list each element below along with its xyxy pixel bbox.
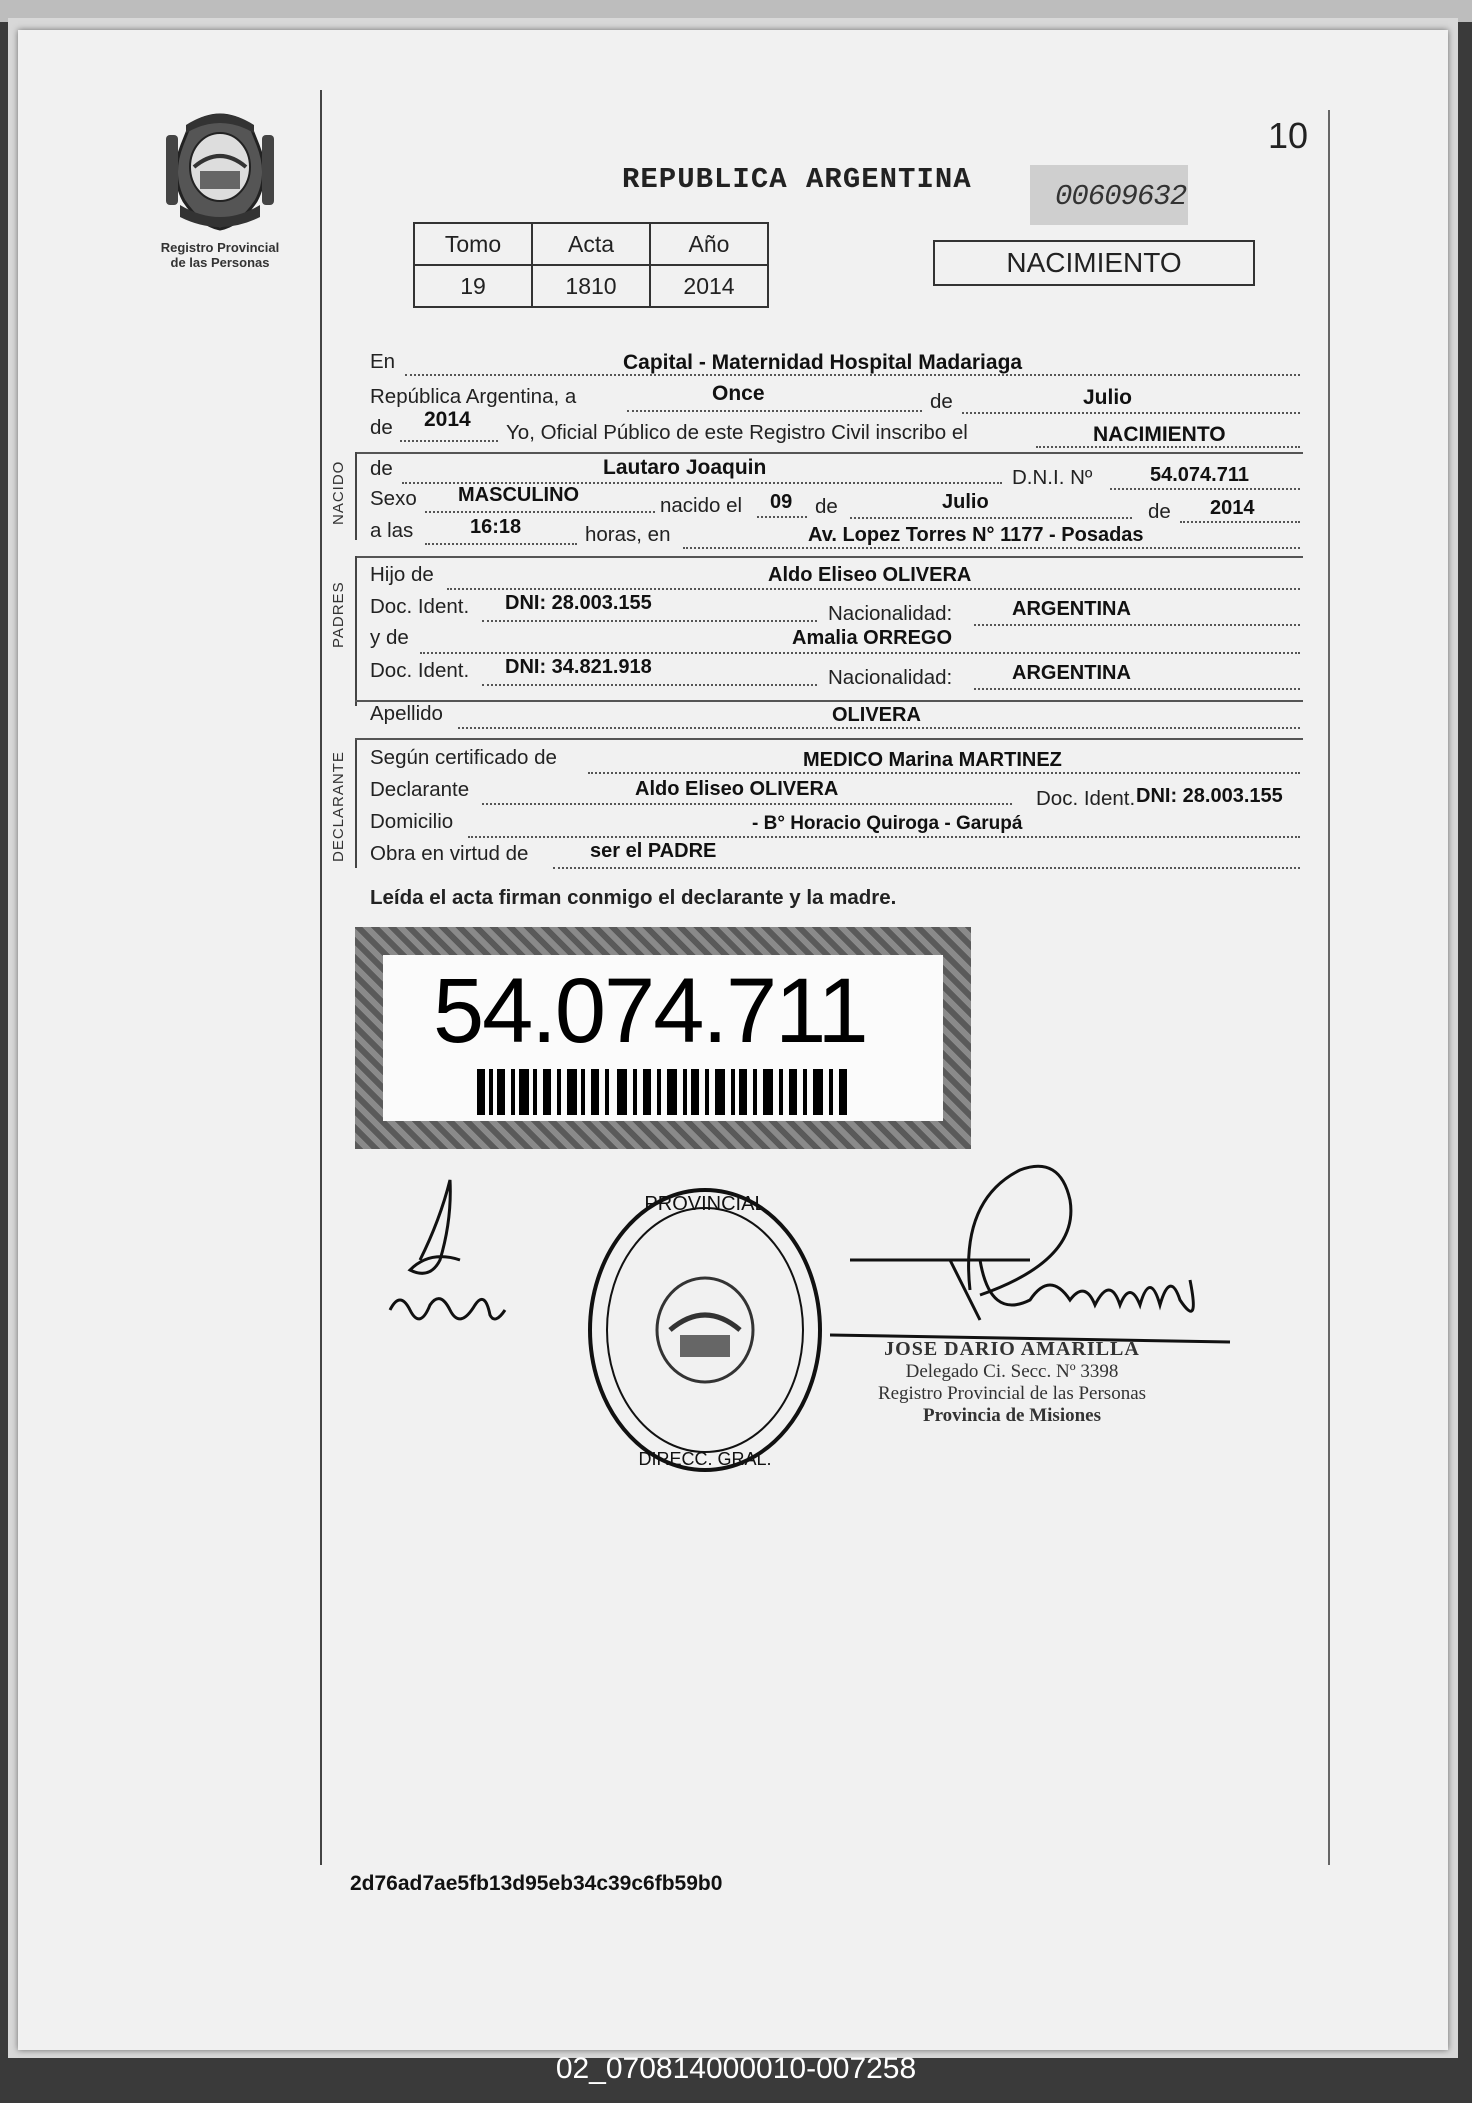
father-nat-value: ARGENTINA xyxy=(1012,598,1131,620)
dots-domicilio xyxy=(468,836,1300,838)
child-dni-value: 54.074.711 xyxy=(1150,464,1249,486)
officer-block xyxy=(862,1338,1162,1427)
label-domicilio: Domicilio xyxy=(370,810,454,833)
label-de-month: de xyxy=(930,390,953,413)
section-label-nacido: NACIDO xyxy=(330,460,347,525)
dots-birth-day xyxy=(757,516,807,518)
month-value: Julio xyxy=(1083,386,1133,409)
label-hijo-de: Hijo de xyxy=(370,563,434,586)
dots-cert xyxy=(588,772,1300,774)
label-de-2: de xyxy=(815,495,838,518)
label-horas-en: horas, en xyxy=(585,523,671,546)
svg-text:DIRECC. GRAL.: DIRECC. GRAL. xyxy=(638,1449,772,1469)
surname-value: OLIVERA xyxy=(832,704,921,726)
closing-text: Leída el acta firman conmigo el declarante y la madre. xyxy=(370,886,897,909)
dots-declarante xyxy=(482,803,1012,805)
label-a-las: a las xyxy=(370,519,414,542)
logo-caption-line1: Registro Provincial xyxy=(160,240,280,255)
label-declarante: Declarante xyxy=(370,778,470,801)
obra-value: ser el PADRE xyxy=(590,840,717,862)
birth-year-value: 2014 xyxy=(1210,497,1255,519)
dots-time xyxy=(425,543,577,545)
label-nacido-el: nacido el xyxy=(660,494,743,517)
province-seal-icon xyxy=(160,105,280,235)
document-hash: 2d76ad7ae5fb13d95eb34c39c6fb59b0 xyxy=(350,1872,723,1895)
record-reference-table xyxy=(413,222,769,308)
label-de-name: de xyxy=(370,457,393,480)
label-nacionalidad-father: Nacionalidad: xyxy=(828,602,953,625)
label-segun-certificado: Según certificado de xyxy=(370,746,557,769)
oficial-text: Yo, Oficial Público de este Registro Civil inscribo el xyxy=(506,421,968,444)
dots-birth-month xyxy=(850,517,1132,519)
dni-sticker xyxy=(355,927,971,1149)
label-dni: D.N.I. Nº xyxy=(1012,466,1093,489)
label-doc-ident-mother: Doc. Ident. xyxy=(370,659,470,682)
scan-footer-id: 02_070814000010-007258 xyxy=(555,2052,917,2085)
label-sexo: Sexo xyxy=(370,487,417,510)
dots-mother-doc xyxy=(482,684,817,686)
dots-father-nat xyxy=(974,624,1300,626)
birth-day-value: 09 xyxy=(770,491,793,513)
sticker-number: 54.074.711 xyxy=(433,960,867,1062)
padres-bar xyxy=(355,556,357,706)
label-de-3: de xyxy=(1148,500,1171,523)
label-republica: República Argentina, a xyxy=(370,385,577,408)
label-apellido: Apellido xyxy=(370,702,443,725)
record-type-box: NACIMIENTO xyxy=(933,240,1255,286)
right-margin-rule xyxy=(1328,110,1330,1865)
section-rule-2 xyxy=(355,556,1303,558)
birth-time-value: 16:18 xyxy=(470,516,522,538)
value-acta: 1810 xyxy=(532,265,650,307)
sticker-inner xyxy=(383,955,943,1121)
nacido-bar xyxy=(355,452,357,540)
officer-title: Delegado Ci. Secc. Nº 3398 xyxy=(905,1361,1119,1382)
dots-dni xyxy=(1110,488,1300,490)
barcode-icon xyxy=(477,1069,847,1115)
header-acta: Acta xyxy=(532,223,650,265)
declarante-value: Aldo Eliseo OLIVERA xyxy=(635,778,839,800)
section-rule-1 xyxy=(355,452,1303,454)
father-doc-value: DNI: 28.003.155 xyxy=(505,592,652,614)
dots-month xyxy=(962,412,1300,414)
officer-name: JOSE DARIO AMARILLA xyxy=(884,1338,1140,1360)
page-number: 10 xyxy=(1268,115,1309,156)
declarante-signature-icon xyxy=(380,1160,540,1340)
header-tomo: Tomo xyxy=(414,223,532,265)
cert-value: MEDICO Marina MARTINEZ xyxy=(803,749,1062,771)
domicilio-value: - B° Horacio Quiroga - Garupá xyxy=(752,813,1023,834)
section-label-declarante: DECLARANTE xyxy=(330,751,347,862)
officer-province: Provincia de Misiones xyxy=(922,1405,1102,1426)
dots-obra xyxy=(553,867,1300,869)
label-de-year: de xyxy=(370,416,393,439)
dots-address xyxy=(683,547,1300,549)
mother-name-value: Amalia ORREGO xyxy=(792,627,953,649)
dots-surname xyxy=(458,727,1300,729)
section-label-padres: PADRES xyxy=(330,581,347,648)
place-value: Capital - Maternidad Hospital Madariaga xyxy=(623,351,1023,374)
svg-text:PROVINCIAL: PROVINCIAL xyxy=(644,1193,766,1215)
label-en: En xyxy=(370,350,396,373)
dots-year xyxy=(400,440,498,442)
mother-nat-value: ARGENTINA xyxy=(1012,662,1131,684)
child-name-value: Lautaro Joaquin xyxy=(603,456,767,479)
serial-number: 00609632 xyxy=(1055,180,1187,213)
dots-sex xyxy=(425,511,655,513)
official-stamp-icon xyxy=(580,1180,840,1480)
header-anio: Año xyxy=(650,223,768,265)
left-margin-rule xyxy=(320,90,322,1865)
section-rule-3 xyxy=(355,700,1303,702)
birth-month-value: Julio xyxy=(942,491,989,513)
label-obra: Obra en virtud de xyxy=(370,842,529,865)
declarante-doc-value: DNI: 28.003.155 xyxy=(1136,785,1283,807)
label-nacionalidad-mother: Nacionalidad: xyxy=(828,666,953,689)
father-name-value: Aldo Eliseo OLIVERA xyxy=(768,564,972,586)
value-tomo: 19 xyxy=(414,265,532,307)
dots-mother-nat xyxy=(974,688,1300,690)
dots-day xyxy=(627,410,922,412)
section-rule-4 xyxy=(355,738,1303,740)
dots-father xyxy=(447,588,1300,590)
year-value: 2014 xyxy=(424,408,471,431)
label-y-de: y de xyxy=(370,626,409,649)
value-anio: 2014 xyxy=(650,265,768,307)
dots-father-doc xyxy=(482,620,817,622)
birth-address-value: Av. Lopez Torres N° 1177 - Posadas xyxy=(808,524,1144,546)
document-title: REPUBLICA ARGENTINA xyxy=(622,163,972,196)
logo-caption-line2: de las Personas xyxy=(170,255,270,270)
registry-logo xyxy=(140,105,300,270)
label-doc-ident-father: Doc. Ident. xyxy=(370,595,470,618)
officer-signature-icon xyxy=(830,1160,1250,1360)
label-doc-ident-declarante: Doc. Ident. xyxy=(1036,787,1136,810)
dots-birth-year xyxy=(1180,521,1300,523)
dots-mother xyxy=(420,652,1300,654)
event-value: NACIMIENTO xyxy=(1093,423,1226,446)
mother-doc-value: DNI: 34.821.918 xyxy=(505,656,652,678)
declarante-bar xyxy=(355,740,357,868)
day-words-value: Once xyxy=(712,382,765,405)
officer-office: Registro Provincial de las Personas xyxy=(877,1383,1147,1404)
sex-value: MASCULINO xyxy=(458,484,580,506)
